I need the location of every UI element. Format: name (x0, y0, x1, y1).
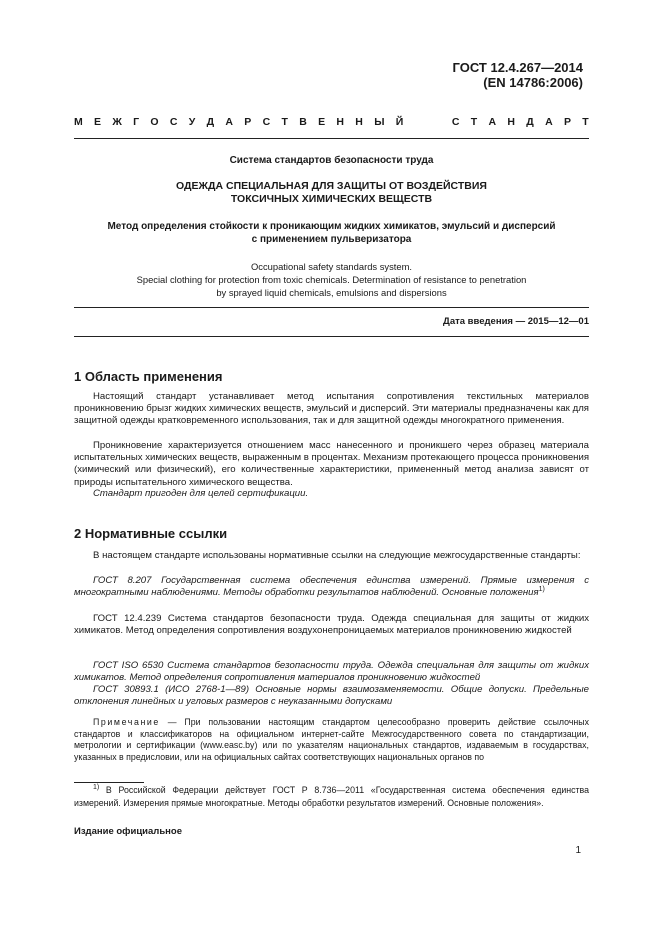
header-rule (74, 138, 589, 139)
note-text: — При пользовании настоящим стандартом целесообразно проверить действие ссылочных стандартов и классификаторов на официальном интернет-сайте Межгосударственного совета по стандартизации, метрологии и сертификации (www.easc.by) или по указателям национальных стандартов, издаваемым в государствах, указанных в предисловии, или на официальных сайтах соответствующих национальных органов по (74, 717, 589, 762)
standard-type-heading (74, 116, 589, 128)
standard-type-letter: У (188, 116, 196, 128)
section-2-intro: В настоящем стандарте использованы нормативные ссылки на следующие межгосударственные стандарты: (93, 550, 581, 561)
standard-type-letter: Р (244, 116, 252, 128)
english-title-line1: Occupational safety standards system. (250, 261, 412, 272)
title-rule (74, 307, 589, 308)
standard-type-letter: А (225, 116, 233, 128)
document-number-en: (EN 14786:2006) (483, 75, 583, 90)
reference-gost-30893-1: ГОСТ 30893.1 (ИСО 2768-1—89) Основные нормы взаимозаменяемости. Общие допуски. Предельные отклонения линейных и угловых размеров с неуказанными допусками (74, 684, 589, 708)
introduction-date: Дата введения — 2015—12—01 (443, 316, 589, 327)
document-subtitle-line2: с применением пульверизатора (251, 234, 412, 245)
document-number-block (453, 60, 583, 90)
reference-gost-12-4-239: ГОСТ 12.4.239 Система стандартов безопасности труда. Одежда специальная для защиты от жидких химикатов. Метод определения сопротивления воздухонепроницаемых материалов проникновению жидкостей (74, 613, 589, 637)
standard-type-letter: С (451, 116, 460, 128)
standard-type-letter: Е (94, 116, 102, 128)
english-title-line2: Special clothing for protection from toxic chemicals. Determination of resistance to penetration (136, 274, 527, 285)
reference-gost-iso-6530: ГОСТ ISO 6530 Система стандартов безопасности труда. Одежда специальная для защиты от жидких химикатов. Метод определения сопротивления материалов проникновению жидкостей (74, 660, 589, 684)
standard-type-letter: Ы (374, 116, 385, 128)
footnote-number: 1) (93, 784, 100, 791)
document-number: ГОСТ 12.4.267—2014 (452, 60, 583, 75)
standard-type-letter: В (299, 116, 307, 128)
standard-type-letter: Д (526, 116, 534, 128)
section-1-paragraph-3: Стандарт пригоден для целей сертификации. (93, 488, 309, 499)
standard-type-letter: Д (206, 116, 215, 128)
english-title (74, 260, 589, 299)
document-title-line2: ТОКСИЧНЫХ ХИМИЧЕСКИХ ВЕЩЕСТВ (230, 193, 433, 205)
note-label: Примечание (93, 717, 160, 727)
official-edition-label: Издание официальное (74, 826, 182, 837)
footnote-marker: 1) (538, 586, 545, 594)
standard-type-word-gap (415, 116, 441, 128)
standard-type-letter: Г (133, 116, 140, 128)
standard-type-letter: Т (582, 116, 589, 128)
standard-type-letter: С (262, 116, 271, 128)
footnote-rule (74, 782, 144, 783)
reference-gost-8-207 (74, 575, 589, 600)
standard-type-letter: С (169, 116, 178, 128)
system-title: Система стандартов безопасности труда (229, 155, 434, 166)
section-1-heading: 1 Область применения (74, 369, 223, 384)
section-1-paragraph-2: Проникновение характеризуется отношением масс нанесенного и проникшего через образец материала испытательных химических веществ, выраженным в процентах. Механизм протекающего процесса проникновения (химический или физический), его количественные характеристики, примененный метод анализа зависят от природы испытательного химического вещества. (74, 440, 590, 488)
page-number: 1 (575, 845, 581, 856)
reference-gost-8-207-text: ГОСТ 8.207 Государственная система обеспечения единства измерений. Прямые измерения с многократными наблюдениями. Методы обработки результатов наблюдений. Основные положения (74, 575, 589, 599)
standard-type-letter: А (545, 116, 553, 128)
standard-type-letter: Й (395, 116, 404, 128)
standard-type-letter: А (488, 116, 497, 128)
references-note (74, 717, 589, 763)
standard-type-letter: Н (336, 116, 344, 128)
english-title-line3: by sprayed liquid chemicals, emulsions and dispersions (216, 287, 447, 298)
document-title (74, 180, 589, 206)
section-2-heading: 2 Нормативные ссылки (74, 526, 228, 541)
section-1-paragraph-1: Настоящий стандарт устанавливает метод испытания сопротивления текстильных материалов проникновению брызг жидких химических веществ, эмульсий и дисперсий. Эти материалы предназначены как для защитной одежды кратковременного использования, так и для защитной одежды многократного применения. (74, 391, 589, 427)
standard-type-letter: Е (318, 116, 326, 128)
footnote-text: В Российской Федерации действует ГОСТ Р 8.736—2011 «Государственная система обеспечения единства измерений. Измерения прямые многократные. Методы обработки результатов измерений. Основные положения». (74, 785, 589, 808)
document-subtitle (74, 220, 589, 246)
standard-type-letter: Н (507, 116, 515, 128)
standard-type-letter: О (150, 116, 159, 128)
standard-type-letter: Р (563, 116, 571, 128)
standard-type-letter: М (74, 116, 83, 128)
document-title-line1: ОДЕЖДА СПЕЦИАЛЬНАЯ ДЛЯ ЗАЩИТЫ ОТ ВОЗДЕЙСТВИЯ (176, 180, 487, 192)
footnote (74, 785, 589, 809)
date-rule (74, 336, 589, 337)
standard-type-letter: Н (355, 116, 363, 128)
standard-type-letter: Ж (112, 116, 122, 128)
standard-type-letter: Т (281, 116, 288, 128)
standard-type-letter: Т (470, 116, 478, 128)
document-subtitle-line1: Метод определения стойкости к проникающим жидких химикатов, эмульсий и дисперсий (107, 221, 556, 232)
